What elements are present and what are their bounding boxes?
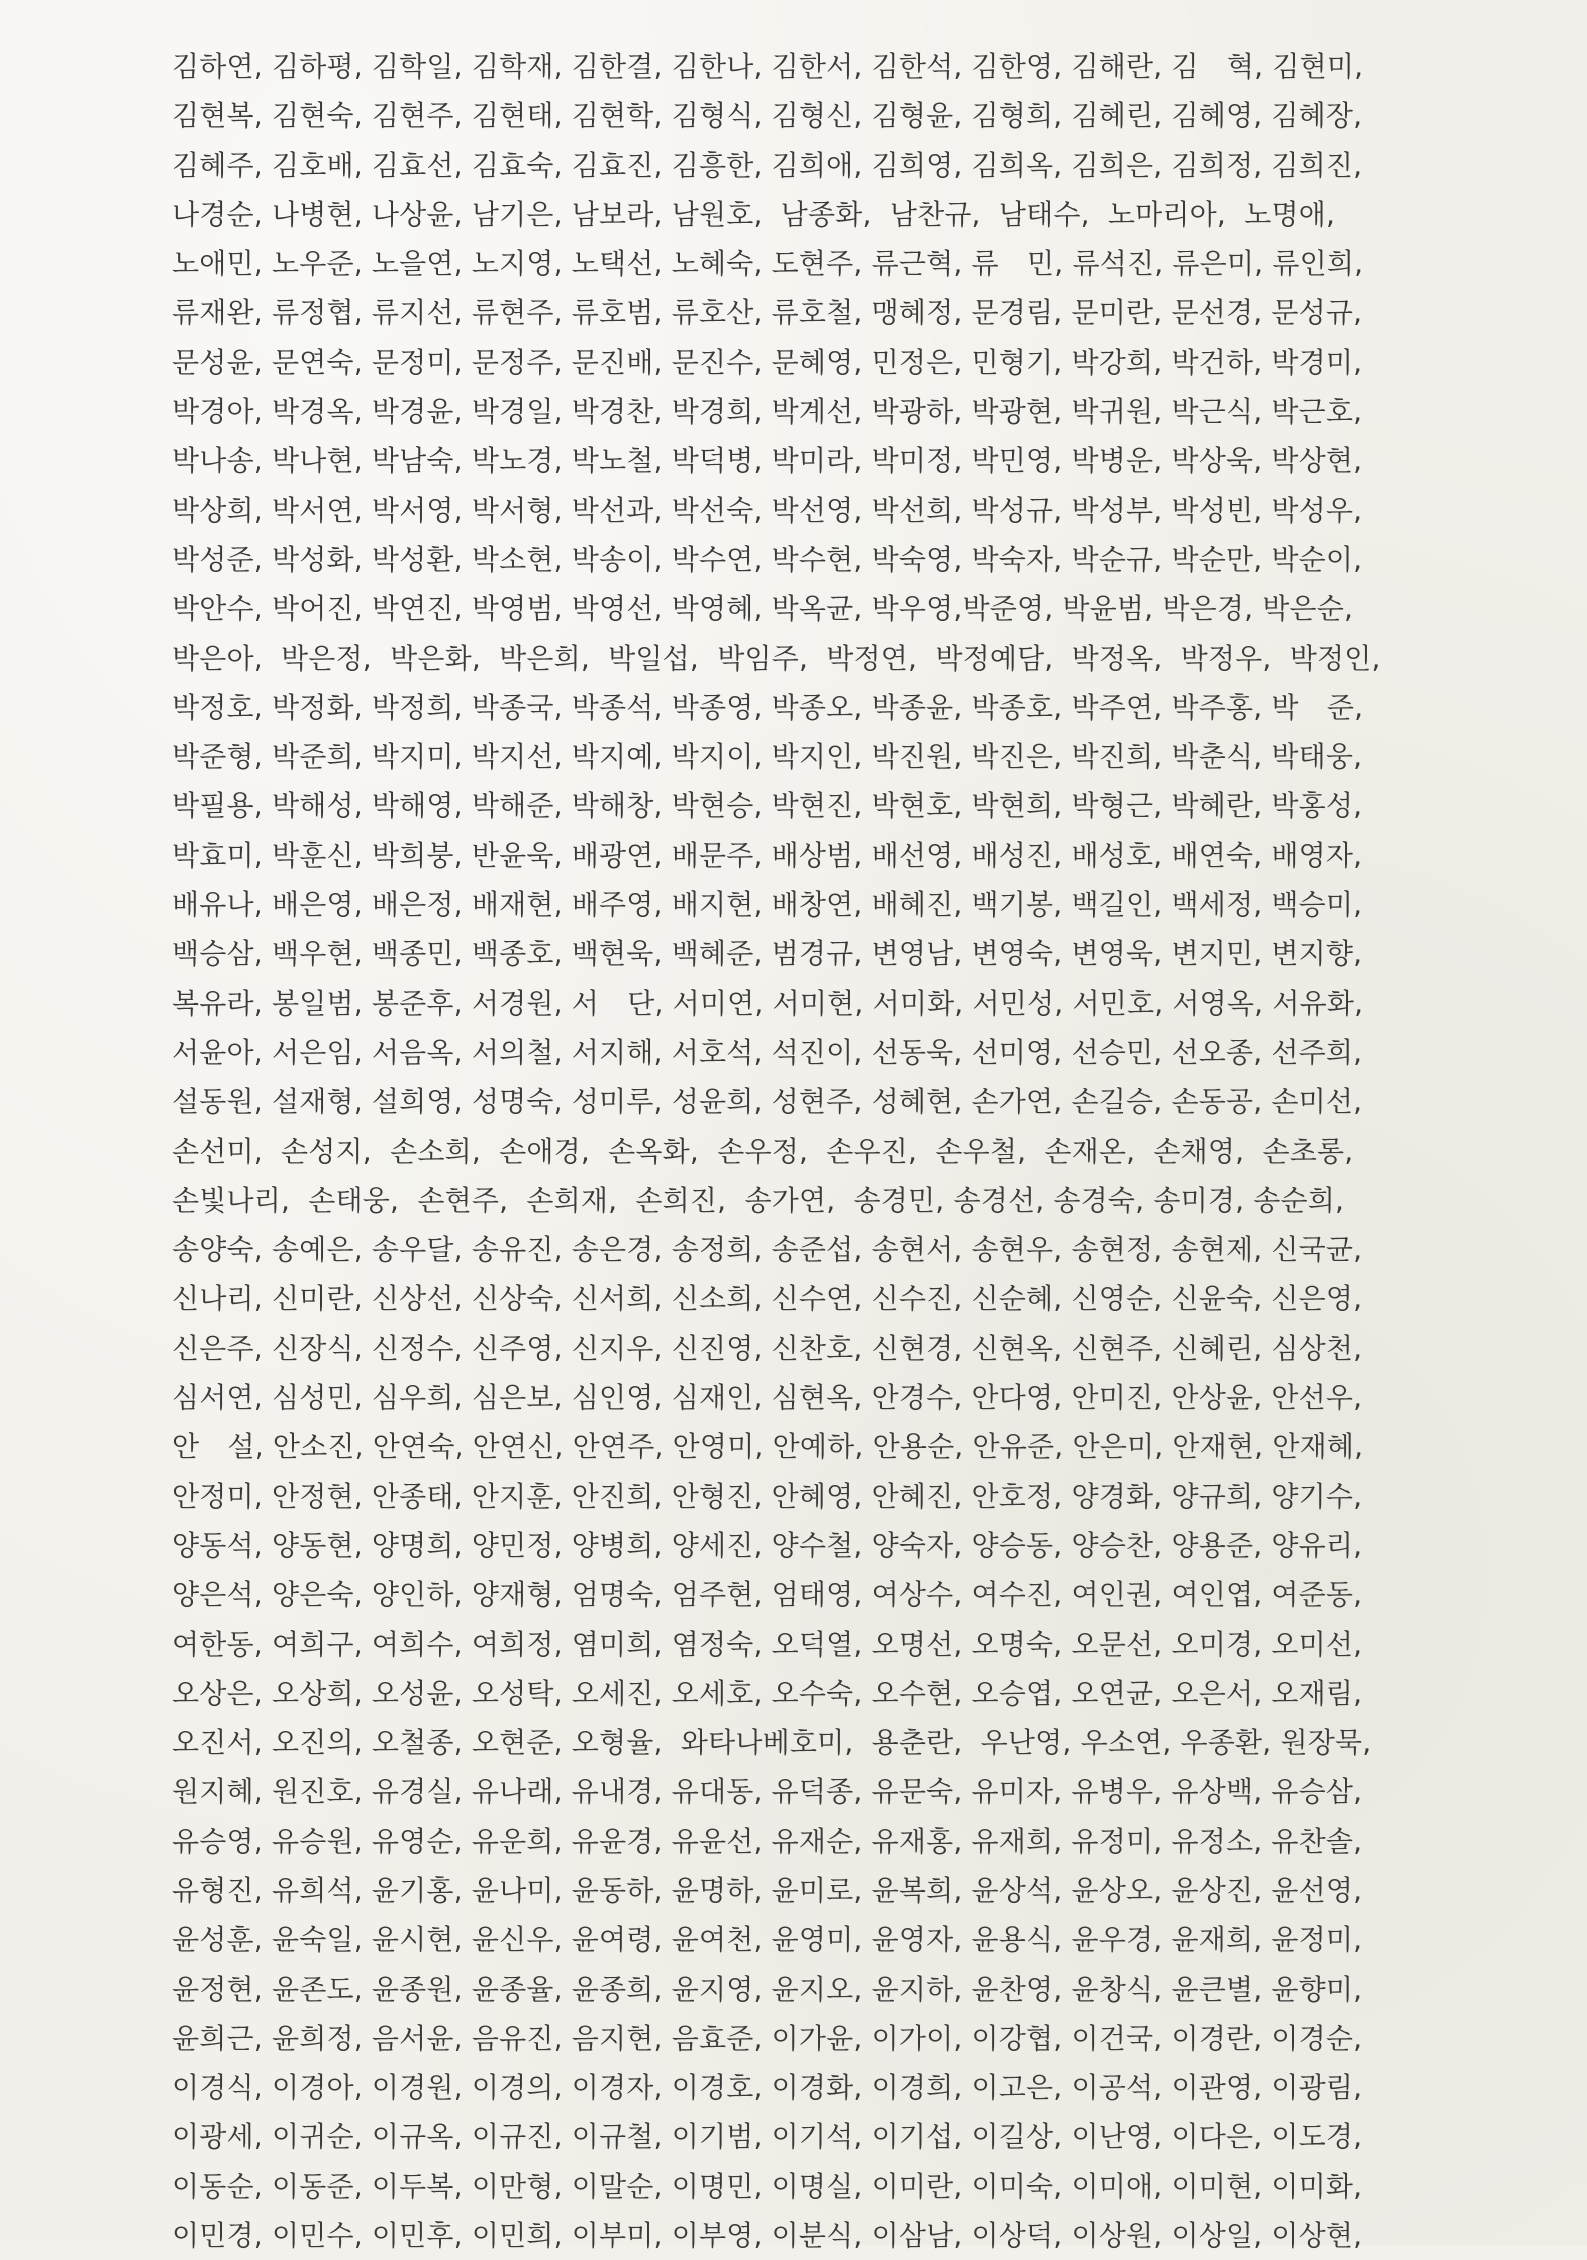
name-list [172, 42, 1422, 2260]
name-line: 박나송, 박나현, 박남숙, 박노경, 박노철, 박덕병, 박미라, 박미정, 박민영, 박병운, 박상욱, 박상현, [172, 444, 1363, 478]
name-line: 류재완, 류정협, 류지선, 류현주, 류호범, 류호산, 류호철, 맹혜정, 문경림, 문미란, 문선경, 문성규, [172, 296, 1363, 330]
name-line: 서윤아, 서은임, 서음옥, 서의철, 서지해, 서호석, 석진이, 선동욱, 선미영, 선승민, 선오종, 선주희, [172, 1035, 1363, 1069]
name-line: 나경순, 나병현, 나상윤, 남기은, 남보라, 남원호, 남종화, 남찬규, 남태수, 노마리아, 노명애, [172, 197, 1336, 231]
name-line: 배유나, 배은영, 배은정, 배재현, 배주영, 배지현, 배창연, 배혜진, 백기봉, 백길인, 백세정, 백승미, [172, 888, 1363, 922]
name-line: 윤희근, 윤희정, 음서윤, 음유진, 음지현, 음효준, 이가윤, 이가이, 이강협, 이건국, 이경란, 이경순, [172, 2021, 1363, 2055]
name-line: 양동석, 양동현, 양명희, 양민정, 양병희, 양세진, 양수철, 양숙자, 양승동, 양승찬, 양용준, 양유리, [172, 1528, 1363, 1562]
name-line: 오상은, 오상희, 오성윤, 오성탁, 오세진, 오세호, 오수숙, 오수현, 오승엽, 오연균, 오은서, 오재림, [172, 1676, 1363, 1710]
name-line: 설동원, 설재형, 설희영, 성명숙, 성미루, 성윤희, 성현주, 성혜현, 손가연, 손길승, 손동공, 손미선, [172, 1085, 1363, 1119]
name-line: 신은주, 신장식, 신정수, 신주영, 신지우, 신진영, 신찬호, 신현경, 신현옥, 신현주, 신혜린, 심상천, [172, 1331, 1363, 1365]
name-line: 신나리, 신미란, 신상선, 신상숙, 신서희, 신소희, 신수연, 신수진, 신순혜, 신영순, 신윤숙, 신은영, [172, 1282, 1363, 1316]
name-line: 원지혜, 원진호, 유경실, 유나래, 유내경, 유대동, 유덕종, 유문숙, 유미자, 유병우, 유상백, 유승삼, [172, 1775, 1363, 1809]
name-line: 박경아, 박경옥, 박경윤, 박경일, 박경찬, 박경희, 박계선, 박광하, 박광현, 박귀원, 박근식, 박근호, [172, 395, 1363, 429]
name-line: 여한동, 여희구, 여희수, 여희정, 염미희, 염정숙, 오덕열, 오명선, 오명숙, 오문선, 오미경, 오미선, [172, 1627, 1363, 1661]
name-line: 박상희, 박서연, 박서영, 박서형, 박선과, 박선숙, 박선영, 박선희, 박성규, 박성부, 박성빈, 박성우, [172, 493, 1363, 527]
name-line: 이동순, 이동준, 이두복, 이만형, 이말순, 이명민, 이명실, 이미란, 이미숙, 이미애, 이미현, 이미화, [172, 2169, 1363, 2203]
name-line: 송양숙, 송예은, 송우달, 송유진, 송은경, 송정희, 송준섭, 송현서, 송현우, 송현정, 송현제, 신국균, [172, 1233, 1363, 1267]
name-line: 유승영, 유승원, 유영순, 유운희, 유윤경, 유윤선, 유재순, 유재홍, 유재희, 유정미, 유정소, 유찬솔, [172, 1824, 1363, 1858]
name-line: 박정호, 박정화, 박정희, 박종국, 박종석, 박종영, 박종오, 박종윤, 박종호, 박주연, 박주홍, 박 준, [172, 690, 1364, 724]
name-line: 이경식, 이경아, 이경원, 이경의, 이경자, 이경호, 이경화, 이경희, 이고은, 이공석, 이관영, 이광림, [172, 2071, 1363, 2105]
name-line: 유형진, 유희석, 윤기홍, 윤나미, 윤동하, 윤명하, 윤미로, 윤복희, 윤상석, 윤상오, 윤상진, 윤선영, [172, 1873, 1363, 1907]
name-line: 심서연, 심성민, 심우희, 심은보, 심인영, 심재인, 심현옥, 안경수, 안다영, 안미진, 안상윤, 안선우, [172, 1381, 1363, 1415]
name-line: 양은석, 양은숙, 양인하, 양재형, 엄명숙, 엄주현, 엄태영, 여상수, 여수진, 여인권, 여인엽, 여준동, [172, 1578, 1363, 1612]
name-line: 이민경, 이민수, 이민후, 이민희, 이부미, 이부영, 이분식, 이삼남, 이상덕, 이상원, 이상일, 이상현, [172, 2219, 1363, 2253]
name-line: 오진서, 오진의, 오철종, 오현준, 오형율, 와타나베호미, 용춘란, 우난영, 우소연, 우종환, 원장묵, [172, 1726, 1372, 1760]
name-line: 김현복, 김현숙, 김현주, 김현태, 김현학, 김형식, 김형신, 김형윤, 김형희, 김혜린, 김혜영, 김혜장, [172, 99, 1363, 133]
name-line: 문성윤, 문연숙, 문정미, 문정주, 문진배, 문진수, 문혜영, 민정은, 민형기, 박강희, 박건하, 박경미, [172, 345, 1363, 379]
name-line: 박안수, 박어진, 박연진, 박영범, 박영선, 박영혜, 박옥균, 박우영,박준영, 박윤범, 박은경, 박은순, [172, 592, 1354, 626]
name-line: 윤성훈, 윤숙일, 윤시현, 윤신우, 윤여령, 윤여천, 윤영미, 윤영자, 윤용식, 윤우경, 윤재희, 윤정미, [172, 1923, 1363, 1957]
name-line: 복유라, 봉일범, 봉준후, 서경원, 서 단, 서미연, 서미현, 서미화, 서민성, 서민호, 서영옥, 서유화, [172, 986, 1364, 1020]
name-line: 박효미, 박훈신, 박희붕, 반윤욱, 배광연, 배문주, 배상범, 배선영, 배성진, 배성호, 배연숙, 배영자, [172, 838, 1363, 872]
name-line: 손선미, 손성지, 손소희, 손애경, 손옥화, 손우정, 손우진, 손우철, 손재온, 손채영, 손초롱, [172, 1134, 1354, 1168]
name-line: 박성준, 박성화, 박성환, 박소현, 박송이, 박수연, 박수현, 박숙영, 박숙자, 박순규, 박순만, 박순이, [172, 542, 1363, 576]
name-line: 박필용, 박해성, 박해영, 박해준, 박해창, 박현승, 박현진, 박현호, 박현희, 박형근, 박혜란, 박홍성, [172, 789, 1363, 823]
name-line: 손빛나리, 손태웅, 손현주, 손희재, 손희진, 송가연, 송경민, 송경선, 송경숙, 송미경, 송순희, [172, 1183, 1345, 1217]
name-line: 김혜주, 김호배, 김효선, 김효숙, 김효진, 김흥한, 김희애, 김희영, 김희옥, 김희은, 김희정, 김희진, [172, 148, 1363, 182]
name-line: 박준형, 박준희, 박지미, 박지선, 박지예, 박지이, 박지인, 박진원, 박진은, 박진희, 박춘식, 박태웅, [172, 740, 1363, 774]
name-line: 백승삼, 백우현, 백종민, 백종호, 백현욱, 백혜준, 범경규, 변영남, 변영숙, 변영욱, 변지민, 변지향, [172, 937, 1363, 971]
name-line: 안 설, 안소진, 안연숙, 안연신, 안연주, 안영미, 안예하, 안용순, 안유준, 안은미, 안재현, 안재혜, [172, 1430, 1364, 1464]
name-line: 박은아, 박은정, 박은화, 박은희, 박일섭, 박임주, 박정연, 박정예담, 박정옥, 박정우, 박정인, [172, 641, 1381, 675]
name-line: 이광세, 이귀순, 이규옥, 이규진, 이규철, 이기범, 이기석, 이기섭, 이길상, 이난영, 이다은, 이도경, [172, 2120, 1363, 2154]
name-line: 노애민, 노우준, 노을연, 노지영, 노택선, 노혜숙, 도현주, 류근혁, 류 민, 류석진, 류은미, 류인희, [172, 247, 1364, 281]
name-line: 김하연, 김하평, 김학일, 김학재, 김한결, 김한나, 김한서, 김한석, 김한영, 김해란, 김 혁, 김현미, [172, 50, 1364, 83]
name-line: 안정미, 안정현, 안종태, 안지훈, 안진희, 안형진, 안혜영, 안혜진, 안호정, 양경화, 양규희, 양기수, [172, 1479, 1363, 1513]
name-line: 윤정현, 윤존도, 윤종원, 윤종율, 윤종희, 윤지영, 윤지오, 윤지하, 윤찬영, 윤창식, 윤큰별, 윤향미, [172, 1972, 1363, 2006]
